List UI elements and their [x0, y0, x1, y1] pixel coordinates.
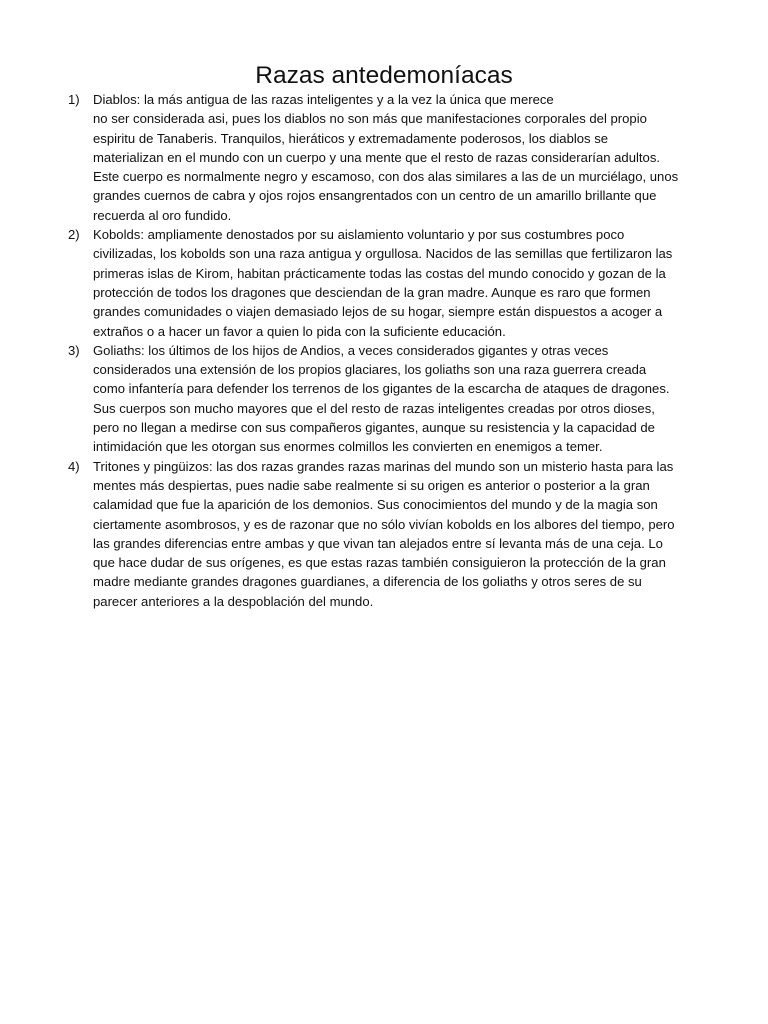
- race-item-diablos: [68, 90, 724, 225]
- text-line: Goliaths: los últimos de los hijos de Andios, a veces considerados gigantes y otras veces: [93, 342, 609, 358]
- text-line: recuerda al oro fundido.: [93, 207, 232, 223]
- race-item-kobolds: [68, 225, 724, 341]
- text-line: Este cuerpo es normalmente negro y escamoso, con dos alas similares a las de un murciélago, unos: [93, 169, 679, 185]
- text-line: considerados una extensión de los propios glaciares, los goliaths son una raza guerrera creada: [93, 362, 647, 378]
- text-line: grandes comunidades o viajen demasiado lejos de su hogar, siempre están dispuestos a acoger a: [93, 304, 663, 320]
- text-line: primeras islas de Kirom, habitan prácticamente todas las costas del mundo conocido y gozan de la: [93, 265, 666, 281]
- list-number: 2): [68, 227, 80, 243]
- text-line: parecer anteriores a la despoblación del mundo.: [93, 593, 374, 609]
- text-line: espiritu de Tanaberis. Tranquilos, hieráticos y extremadamente poderosos, los diablos se: [93, 130, 609, 146]
- text-line: ciertamente asombrosos, y es de razonar que no sólo vivían kobolds en los albores del tiempo, pero: [93, 516, 675, 532]
- text-line: mentes más despiertas, pues nadie sabe realmente si su origen es anterior o posterior a la gran: [93, 477, 650, 493]
- text-line: materializan en el mundo con un cuerpo y una mente que el resto de razas considerarían adultos.: [93, 149, 661, 165]
- list-number: 4): [68, 458, 80, 474]
- document-title: Razas antedemoníacas: [255, 62, 513, 90]
- text-line: extraños o a hacer un favor a quien lo pida con la suficiente educación.: [93, 323, 506, 339]
- text-line: protección de todos los dragones que desciendan de la gran madre. Aunque es raro que formen: [93, 284, 651, 300]
- race-description: [93, 90, 724, 225]
- text-line: grandes cuernos de cabra y ojos rojos ensangrentados con un centro de un amarillo brillante que: [93, 188, 657, 204]
- text-line: Sus cuerpos son mucho mayores que el del resto de razas inteligentes creadas por otros dioses,: [93, 400, 655, 416]
- text-line: las grandes diferencias entre ambas y que vivan tan alejados entre sí levanta más de una ceja. Lo: [93, 535, 663, 551]
- text-line: Tritones y pingüizos: las dos razas grandes razas marinas del mundo son un misterio hasta para las: [93, 458, 674, 474]
- race-item-tritones-y-pinguizos: [68, 457, 724, 611]
- text-line: civilizadas, los kobolds son una raza antigua y orgullosa. Nacidos de las semillas que fertilizaron las: [93, 246, 673, 262]
- text-line: calamidad que fue la aparición de los demonios. Sus conocimientos del mundo y de la magia son: [93, 497, 658, 513]
- text-line: intimidación que les otorgan sus enormes colmillos les convierten en enemigos a temer.: [93, 439, 603, 455]
- race-description: [93, 457, 724, 611]
- text-line: que hace dudar de sus orígenes, es que estas razas también consiguieron la protección de la gran: [93, 555, 666, 571]
- race-description: [93, 341, 724, 457]
- race-description: [93, 225, 724, 341]
- text-line: Diablos: la más antigua de las razas inteligentes y a la vez la única que merece: [93, 92, 554, 107]
- list-number: 1): [68, 92, 80, 107]
- race-item-goliaths: [68, 341, 724, 457]
- text-line: madre mediante grandes dragones guardianes, a diferencia de los goliaths y otros seres de su: [93, 574, 642, 590]
- race-list: [68, 90, 724, 611]
- text-line: como infantería para defender los terrenos de los gigantes de la escarcha de ataques de dragones.: [93, 381, 670, 397]
- list-number: 3): [68, 342, 80, 358]
- text-line: no ser considerada asi, pues los diablos no son más que manifestaciones corporales del propio: [93, 111, 647, 127]
- text-line: Kobolds: ampliamente denostados por su aislamiento voluntario y por sus costumbres poco: [93, 227, 625, 243]
- text-line: pero no llegan a medirse con sus compañeros gigantes, aunque su resistencia y la capacidad de: [93, 420, 655, 436]
